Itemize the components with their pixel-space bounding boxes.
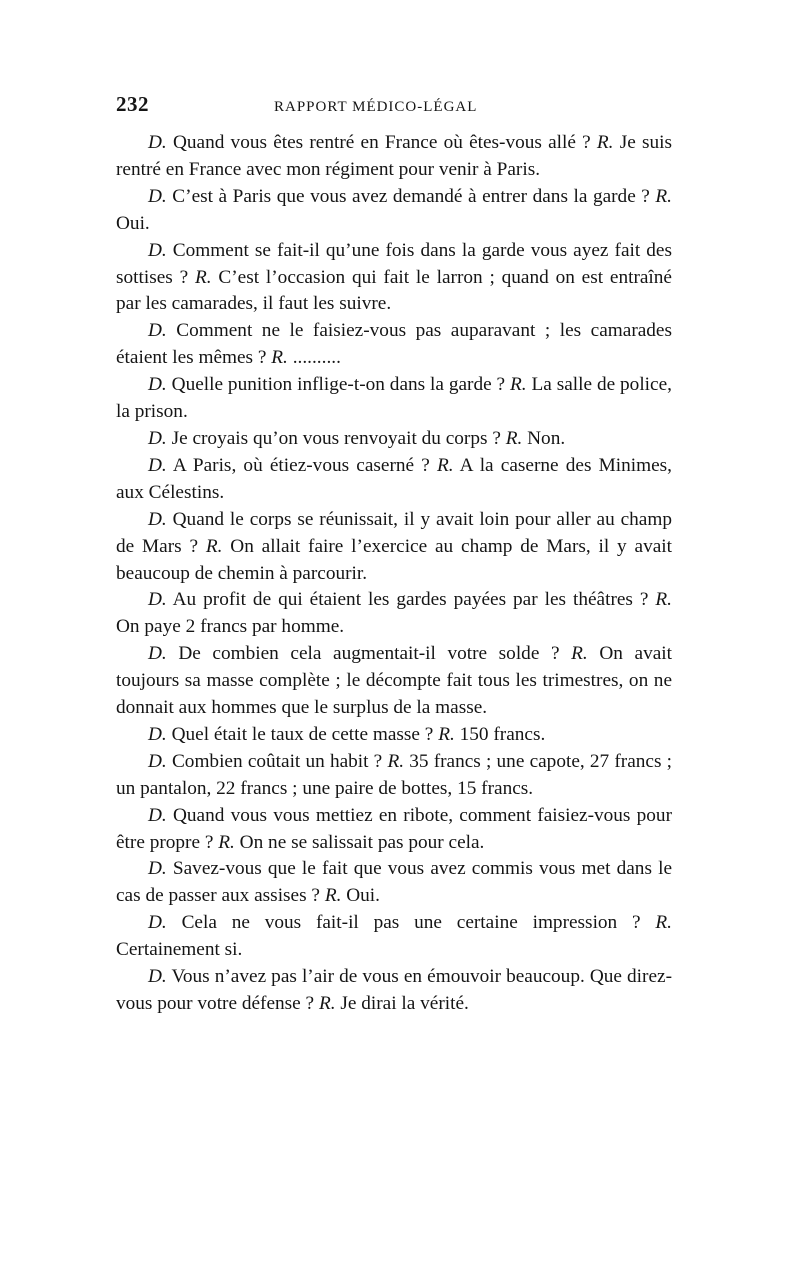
question-marker: D. [148,508,167,530]
answer-text: Certainement si. [116,939,243,961]
question-marker: D. [148,185,167,207]
page-header [116,92,672,124]
answer-text: Oui. [341,885,380,907]
answer-marker: R. [205,535,223,557]
answer-text: Je dirai la vérité. [335,993,469,1014]
answer-text: On avait toujours sa masse complète ; le décompte fait tous les trimestres, on ne donnait aux hommes que le surplus de la masse. [116,643,672,719]
qa-paragraph [116,749,672,803]
question-text: Je croyais qu’on vous renvoyait du corps ? [166,427,506,449]
interrogation-transcript [116,130,672,1018]
question-text: Au profit de qui étaient les gardes payées par les théâtres ? [166,589,656,611]
question-marker: D. [148,723,167,745]
book-page [116,92,672,1018]
running-head: RAPPORT MÉDICO-LÉGAL [274,99,478,115]
qa-paragraph [116,453,672,507]
question-text: Cela ne vous fait-il pas une certaine impression ? [166,912,656,934]
question-text: Comment se fait-il qu’une fois dans la garde vous ayez fait des sottises ? [116,239,672,288]
qa-paragraph [116,372,672,426]
question-marker: D. [148,804,167,826]
answer-marker: R. [387,750,405,772]
answer-marker: R. [318,993,336,1014]
question-text: Vous n’avez pas l’air de vous en émouvoir beaucoup. Que direz-vous pour votre défense ? [116,966,672,1014]
question-text: C’est à Paris que vous avez demandé à entrer dans la garde ? [166,185,656,207]
question-marker: D. [148,750,167,772]
question-marker: D. [148,427,167,449]
answer-marker: R. [505,427,523,449]
question-marker: D. [148,374,167,396]
answer-marker: R. [655,185,672,207]
question-text: Savez-vous que le fait que vous avez commis vous met dans le cas de passer aux assises ? [116,858,672,907]
answer-text: La salle de police, la prison. [116,374,672,423]
answer-text: Oui. [116,212,150,234]
qa-paragraph [116,507,672,588]
answer-marker: R. [510,374,527,396]
question-marker: D. [148,454,167,476]
answer-text: Je suis rentré en France avec mon régiment pour venir à Paris. [116,132,672,180]
qa-paragraph [116,856,672,910]
answer-marker: R. [324,885,342,907]
answer-text: A la caserne des Minimes, aux Célestins. [116,454,672,503]
qa-paragraph [116,318,672,372]
question-marker: D. [148,239,167,261]
question-marker: D. [148,132,167,153]
question-marker: D. [148,589,167,611]
answer-text: C’est l’occasion qui fait le larron ; quand on est entraîné par les camarades, il faut les suivre. [116,266,672,315]
answer-marker: R. [218,831,235,853]
qa-paragraph [116,130,672,184]
question-marker: D. [148,966,167,988]
page-number: 232 [116,92,149,116]
answer-marker: R. [438,723,455,745]
qa-paragraph [116,964,672,1018]
question-text: Quelle punition inflige-t-on dans la garde ? [166,374,510,396]
question-text: Quand vous êtes rentré en France où êtes-vous allé ? [166,132,597,153]
answer-marker: R. [655,589,672,611]
question-text: Quand vous vous mettiez en ribote, comment faisiez-vous pour être propre ? [116,804,672,853]
qa-paragraph [116,426,672,453]
answer-text: .......... [287,347,341,369]
question-text: A Paris, où étiez-vous caserné ? [166,454,437,476]
answer-text: 150 francs. [454,723,546,745]
question-text: Comment ne le faisiez-vous pas auparavant ; les camarades étaient les mêmes ? [116,320,672,369]
qa-paragraph [116,722,672,749]
question-marker: D. [148,320,167,342]
question-marker: D. [148,643,167,665]
question-marker: D. [148,858,167,880]
qa-paragraph [116,910,672,964]
qa-paragraph [116,803,672,857]
qa-paragraph [116,184,672,238]
answer-text: On allait faire l’exercice au champ de Mars, il y avait beaucoup de chemin à parcourir. [116,535,672,584]
question-text: De combien cela augmentait-il votre solde ? [166,643,572,665]
answer-text: On paye 2 francs par homme. [116,616,345,638]
qa-paragraph [116,641,672,722]
qa-paragraph [116,587,672,641]
answer-text: 35 francs ; une capote, 27 francs ; un pantalon, 22 francs ; une paire de bottes, 15 francs. [116,750,672,799]
answer-marker: R. [194,266,212,288]
answer-marker: R. [655,912,672,934]
answer-marker: R. [436,454,454,476]
qa-paragraph [116,238,672,319]
question-text: Quel était le taux de cette masse ? [166,723,439,745]
answer-marker: R. [271,347,288,369]
answer-marker: R. [571,643,588,665]
question-text: Quand le corps se réunissait, il y avait loin pour aller au champ de Mars ? [116,508,672,557]
question-marker: D. [148,912,167,934]
answer-text: Non. [522,427,566,449]
answer-text: On ne se salissait pas pour cela. [234,831,485,853]
answer-marker: R. [596,132,614,153]
question-text: Combien coûtait un habit ? [166,750,388,772]
